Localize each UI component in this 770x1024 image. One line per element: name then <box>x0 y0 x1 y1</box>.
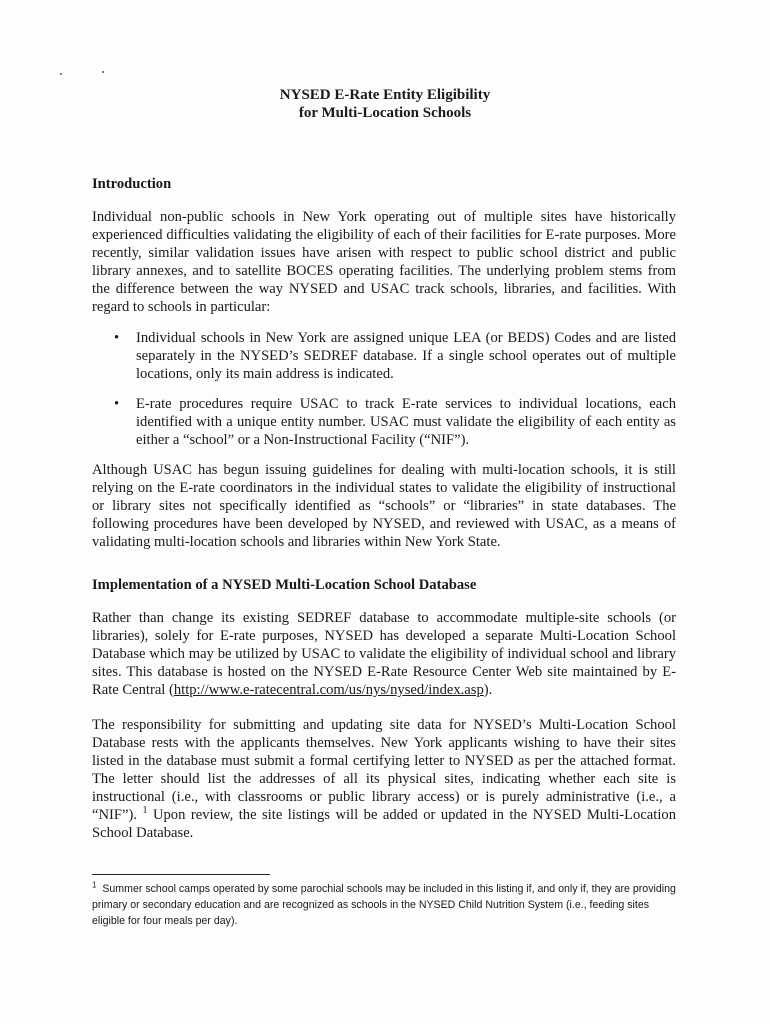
title-line-2: for Multi-Location Schools <box>298 105 472 121</box>
document-title <box>0 86 770 122</box>
paragraph-end: Upon review, the site listings will be added or updated in the NYSED Multi-Location School Database. <box>92 807 676 841</box>
title-line-1: NYSED E-Rate Entity Eligibility <box>279 87 491 103</box>
bullet-icon: • <box>114 330 120 346</box>
footnote-reference[interactable]: 1 <box>142 805 148 817</box>
list-item-text: Individual schools in New York are assigned unique LEA (or BEDS) Codes and are listed separately in the NYSED’s SEDREF database. If a single school operates out of multiple locations, only its main address is indicated. <box>136 330 676 382</box>
resource-center-link[interactable]: http://www.e-ratecentral.com/us/nys/nysed/index.asp <box>173 682 484 698</box>
intro-paragraph-1: Individual non-public schools in New York operating out of multiple sites have historically experienced difficulties validating the eligibility of each of their facilities for E-rate purposes. More recently, similar validation issues have arisen with respect to public school district and public library annexes, and to satellite BOCES operating facilities. The underlying problem stems from the difference between the way NYSED and USAC track schools, libraries, and facilities. With regard to schools in particular: <box>92 209 676 315</box>
bullet-icon: • <box>114 396 120 412</box>
paragraph-end: ). <box>483 682 493 698</box>
implementation-section <box>92 576 676 842</box>
intro-bullet-list <box>92 329 676 449</box>
implementation-heading: Implementation of a NYSED Multi-Location School Database <box>92 577 477 593</box>
list-item <box>92 329 676 383</box>
footnote-marker: 1 <box>92 880 97 890</box>
list-item <box>92 395 676 449</box>
intro-heading: Introduction <box>92 176 172 192</box>
footnote <box>92 881 676 929</box>
implementation-paragraph-2 <box>92 716 676 842</box>
footnote-divider <box>92 874 270 875</box>
implementation-paragraph-1 <box>92 609 676 699</box>
paragraph-text: The responsibility for submitting and updating site data for NYSED’s Multi-Location School Database rests with the applicants themselves. New York applicants wishing to have their sites listed in the database must submit a formal certifying letter to NYSED as per the attached format. The letter should list the addresses of all its physical sites, indicating whether each site is instructional (i.e., with classrooms or public library access) or is purely administrative (i.e., a “NIF”). <box>92 717 676 823</box>
intro-paragraph-2: Although USAC has begun issuing guidelines for dealing with multi-location schools, it is still relying on the E-rate coordinators in the individual states to validate the eligibility of instructional or library sites not specifically identified as “schools” or “libraries” in state databases. The following procedures have been developed by NYSED, and reviewed with USAC, as a means of validating multi-location schools and libraries within New York State. <box>92 462 676 550</box>
paragraph-text: Rather than change its existing SEDREF database to accommodate multiple-site schools (or libraries), solely for E-rate purposes, NYSED has developed a separate Multi-Location School Database which may be utilized by USAC to validate the eligibility of individual school and library sites. This database is hosted on the NYSED E-Rate Resource Center Web site maintained by E-Rate Central ( <box>92 610 676 698</box>
list-item-text: E-rate procedures require USAC to track E-rate services to individual locations, each identified with a unique entity number. USAC must validate the eligibility of each entity as either a “school” or a Non-Instructional Facility (“NIF”). <box>136 396 676 448</box>
intro-section <box>92 175 676 551</box>
footnote-text: Summer school camps operated by some parochial schools may be included in this listing if, and only if, they are providing primary or secondary education and are recognized as schools in the NYSED Child Nutrition System (i.e., feeding sites eligible for four meals per day). <box>92 883 676 927</box>
